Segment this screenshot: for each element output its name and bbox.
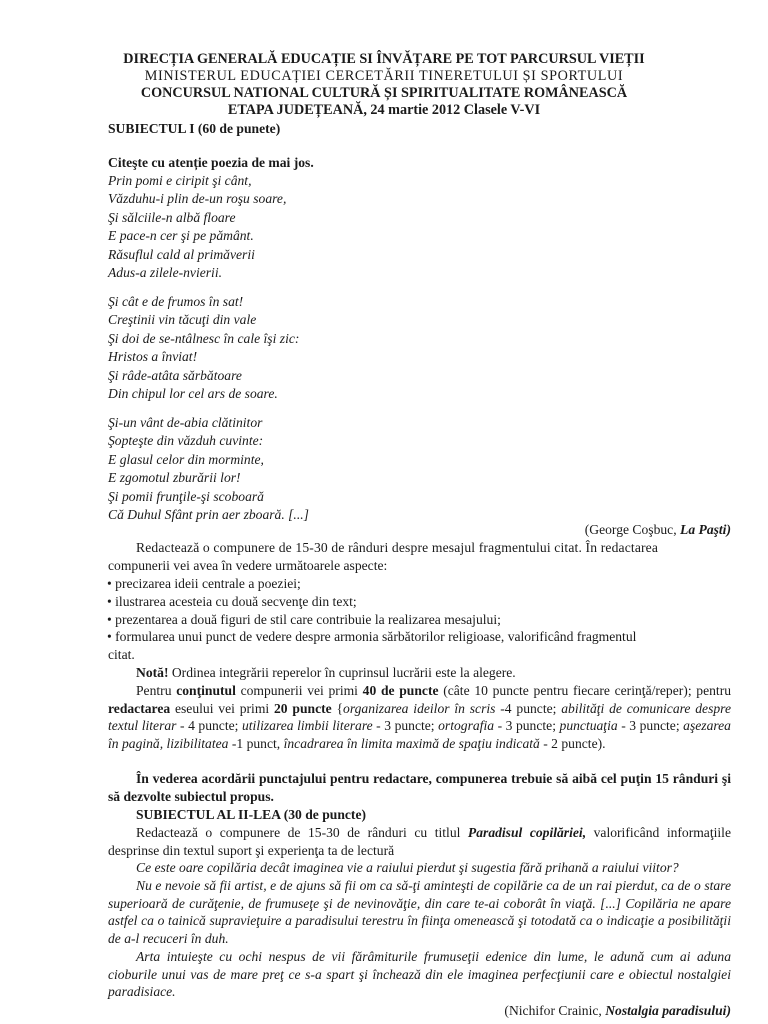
poem-line: Adus-a zilele-nvierii. <box>108 264 223 280</box>
poem-source-title: La Paşti) <box>680 522 731 537</box>
poem-line: Şi pomii frunţile-şi scoboară <box>108 488 264 504</box>
note <box>136 664 516 682</box>
scoring-text: - 4 puncte; <box>176 718 242 734</box>
scoring-text: - 3 puncte; <box>494 718 560 734</box>
poem-source-author: (George Coşbuc, <box>584 522 681 537</box>
scoring-text: - 3 puncte; <box>617 718 684 734</box>
scoring-italic: organizarea ideilor în scris <box>343 700 496 716</box>
poem-stanza-1 <box>108 172 286 282</box>
scoring-italic: utilizarea limbii literare <box>241 718 373 734</box>
poem-line: Din chipul lor cel ars de soare. <box>108 385 278 401</box>
scoring-text: (câte 10 puncte pentru fiecare cerinţă/reper); pentru <box>438 683 732 698</box>
poem-line: Creştinii vin tăcuţi din vale <box>108 312 257 328</box>
poem-line: E pace-n cer şi pe pământ. <box>108 228 254 244</box>
poem-line: Prin pomi e ciripit şi cânt, <box>108 173 252 188</box>
poem-line: Răsuflul cald al primăverii <box>108 246 255 262</box>
poem-stanza-3 <box>108 414 309 524</box>
scoring-italic: punctuaţia <box>559 718 618 734</box>
list-item: • prezentarea a două figuri de stil care contribuie la realizarea mesajului; <box>107 611 501 627</box>
subject2-title: SUBIECTUL AL II-LEA (30 de puncte) <box>136 807 367 822</box>
scoring-bold: 20 puncte <box>274 700 332 716</box>
poem-instruction: Citeşte cu atenție poezia de mai jos. <box>108 155 314 170</box>
scoring-text: Pentru <box>136 683 177 698</box>
scoring-bold: 40 de puncte <box>362 683 439 698</box>
poem-line: Şi doi de se-ntâlnesc în cale îşi zic: <box>108 330 300 346</box>
task2-paragraph <box>108 824 731 859</box>
header-contest: CONCURSUL NATIONAL CULTURĂ ȘI SPIRITUALITATE ROMÂNEASCĂ <box>140 85 628 101</box>
scoring-paragraph <box>108 682 731 752</box>
note-label: Notă! <box>136 665 169 680</box>
poem-line: Şi sălciile-n albă floare <box>108 209 236 225</box>
list-item: • formularea unui punct de vedere despre armonia sărbătorilor religioase, valorificând fragmentul <box>107 629 637 645</box>
scoring-bold: conţinutul <box>176 683 236 698</box>
scoring-text: - 3 puncte; <box>372 718 439 734</box>
quote-paragraph-3: Arta intuieşte cu ochi nespus de vii fărâmiturile frumuseţii edenice din lume, le adună cum ai aduna cioburile unui vas de mare preţ ce s-a spart şi închează din ele imaginea perfecţiunii care e obiectul nostalgiei paradisiace. <box>108 949 731 1000</box>
scoring-text: compunerii vei primi <box>235 683 363 698</box>
scoring-text: { <box>331 700 344 716</box>
scoring-bold: redactarea <box>108 700 171 716</box>
header-directorate: DIRECȚIA GENERALĂ EDUCAȚIE SI ÎNVĂȚARE PE TOT PARCURSUL VIEȚII <box>123 51 645 67</box>
task2-text: Redactează o compunere de 15-30 de rânduri cu titlul <box>136 825 468 840</box>
scoring-warning: În vederea acordării punctajului pentru redactare, compunerea trebuie să aibă cel puţin 15 rânduri şi să dezvolte subiectul propus. <box>108 771 731 804</box>
task2-text: valorificând informaţiile desprinse din textul suport şi experienţa ta de lectură <box>108 825 731 858</box>
poem-line: Şi-un vânt de-abia clătinitor <box>108 415 263 430</box>
poem-line: Văzduhu-i plin de-un roşu soare, <box>108 191 287 207</box>
scoring-italic: ortografia <box>438 718 495 734</box>
text-source-author: (Nichifor Crainic, <box>504 1003 606 1018</box>
poem-stanza-2 <box>108 293 299 403</box>
scoring-italic: abilităţi de comunicare despre textul literar <box>108 700 731 734</box>
quote-paragraph-1: Ce este oare copilăria decât imaginea vie a raiului pierdut şi sugestia fără prihană a raiului viitor? <box>136 860 679 875</box>
poem-line: E zgomotul zburării lor! <box>108 470 241 486</box>
task1-line1: Redactează o compunere de 15-30 de rânduri despre mesajul fragmentului citat. În redactarea <box>136 540 659 555</box>
header-stage: ETAPA JUDEȚEANĂ, 24 martie 2012 Clasele V-VI <box>227 102 541 118</box>
list-item: • precizarea ideii centrale a poeziei; <box>107 576 301 591</box>
quote-paragraph-2: Nu e nevoie să fii artist, e de ajuns să fii om ca să-ţi aminteşti de copilărie ca de un rai pierdut, ca de o stare superioară de curăţenie, de frumuseţe şi de nevinovăţie, din care te-ai coborât în viaţă. [...] Copilăria ne apare astfel ca o tainică supravieţuire a paradisului terestru în fiinţa omenească şi totodată ca o indicaţie a posibilităţii de a-l recuceri în duh. <box>108 878 731 946</box>
list-item: • ilustrarea acesteia cu două secvenţe din text; <box>107 593 357 609</box>
poem-line: E glasul celor din morminte, <box>108 451 264 467</box>
scoring-text: -4 puncte; <box>495 700 562 716</box>
subject1-title: SUBIECTUL I (60 de punete) <box>108 121 281 136</box>
scoring-italic: aşezarea în pagină, lizibilitatea <box>108 718 731 751</box>
task2-essay-title: Paradisul copilăriei, <box>467 825 587 840</box>
task1-line2: compunerii vei avea în vedere următoarele aspecte: <box>108 558 388 573</box>
scoring-text: -1 punct, <box>228 735 284 751</box>
scoring-text: - 2 puncte). <box>539 735 606 751</box>
poem-line: Şi cât e de frumos în sat! <box>108 294 244 309</box>
text-source-title: Nostalgia paradisului) <box>605 1003 731 1018</box>
text-source <box>504 1002 731 1020</box>
scoring-italic: încadrarea în limita maximă de spaţiu indicată <box>283 735 540 751</box>
bullet-continuation: citat. <box>108 647 135 662</box>
poem-source <box>585 521 731 539</box>
header-ministry: MINISTERUL EDUCAȚIEI CERCETĂRII TINERETULUI ȘI SPORTULUI <box>144 68 624 84</box>
poem-line: Şopteşte din văzduh cuvinte: <box>108 433 264 449</box>
scoring-text: eseului vei primi <box>170 700 274 716</box>
poem-line: Şi râde-atâta sărbătoare <box>108 367 242 383</box>
poem-line: Hristos a înviat! <box>108 349 198 365</box>
poem-line: Că Duhul Sfânt prin aer zboară. [...] <box>108 506 309 522</box>
task1-bullets <box>107 575 636 646</box>
note-text: Ordinea integrării reperelor în cuprinsul lucrării este la alegere. <box>168 665 516 680</box>
